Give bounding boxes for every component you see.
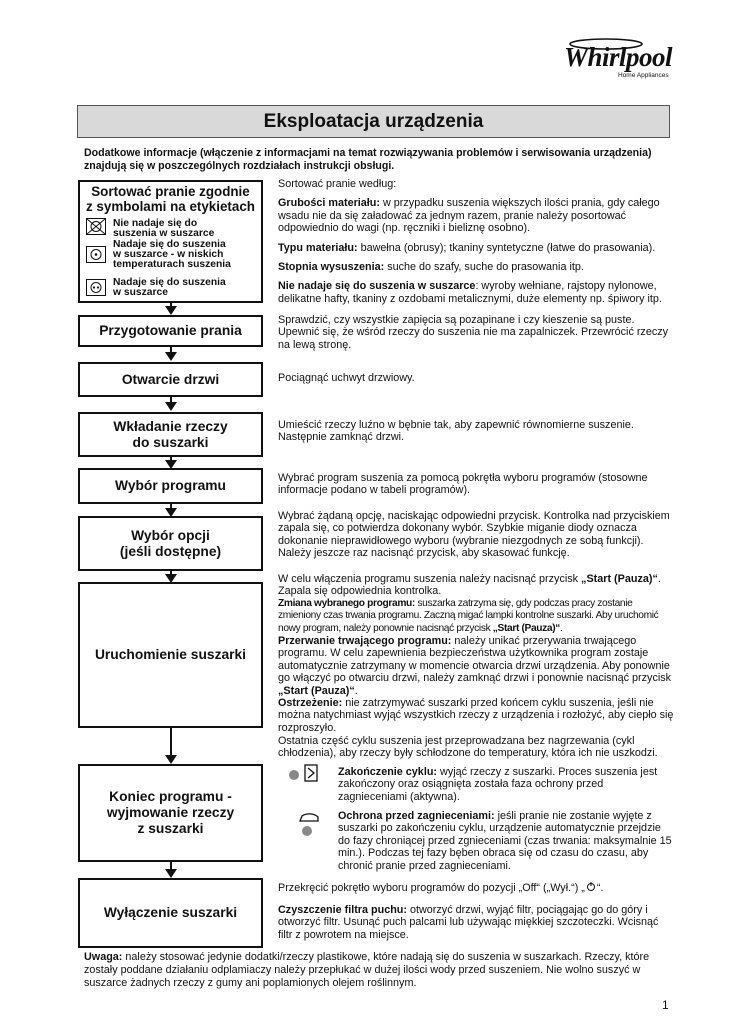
step-wkladanie: Wkładanie rzeczy do suszarki xyxy=(78,412,263,457)
flow-arrow xyxy=(165,869,177,878)
anti-crease-indicator-icon xyxy=(298,810,320,829)
step-otwarcie-drzwi: Otwarcie drzwi xyxy=(78,362,263,397)
filter-description: Czyszczenie filtra puchu: otworzyć drzwi, wyjąć filtr, pociągając go do góry i otworzyć filtr. Usunąć puch palcami lub używając miękkiej szczoteczki. Wcisnąć filtr z powrotem na miejsce. xyxy=(278,904,659,941)
end-cycle-description: Zakończenie cyklu: wyjąć rzeczy z suszarki. Proces suszenia jest zakończony oraz osiągnięta została faza ochrony przed zagnieceniami (aktywna). xyxy=(338,766,658,803)
step-wybor-opcji: Wybór opcji (jeśli dostępne) xyxy=(78,516,263,571)
symbol-label: Nie nadaje się do suszenia w suszarce xyxy=(113,218,215,239)
program-description: Wybrać program suszenia za pomocą pokrętła wyboru programów (stosowne informacje podano w tabeli programów). xyxy=(278,472,648,497)
page-number: 1 xyxy=(662,998,669,1012)
flow-arrow xyxy=(165,306,177,315)
no-tumble-dry-icon xyxy=(86,218,106,235)
off-symbol-icon xyxy=(585,882,597,892)
prep-description: Sprawdzić, czy wszystkie zapięcia są pozapinane i czy kieszenie są puste. Upewnić się, że wśród rzeczy do suszenia nie ma zapalniczek. Przewrócić rzeczy na lewą stronę. xyxy=(278,314,669,351)
footer-note: Uwaga: należy stosować jedynie dodatki/rzeczy plastikowe, które nadają się do suszenia w suszarkach. Rzeczy, które zostały poddane działaniu odplamiaczy należy przepłukać w dużej ilości wody przed suszeniem. Nie wolno suszyć w suszarce żadnych rzeczy z gumy ani poplamionych olejem roślinnym. xyxy=(84,951,650,989)
anti-crease-description: Ochrona przed zagnieceniami: jeśli pranie nie zostanie wyjęte z suszarki po zakończeniu cyklu, urządzenie automatycznie przejdzie do fazy chroniącej przed zgnieceniami (czas trwania: maksymalnie 15 min.). Podczas tej fazy bęben obraca się od czasu do czasu, aby chronić pranie przed zagnieceniami. xyxy=(338,810,672,872)
symbol-label: Nadaje się do suszenia w suszarce xyxy=(113,277,226,298)
end-cycle-indicator-icon xyxy=(289,767,299,785)
brand-subtitle: Home Appliances xyxy=(618,72,669,79)
options-description: Wybrać żądaną opcję, naciskając odpowiedni przycisk. Kontrolka nad przyciskiem zapala się, co potwierdza dokonany wybór. Szybkie miganie diody oznacza dokonanie nieprawidłowego wyboru (wybranie niezgodnych ze sobą funkcji). Należy jeszcze raz nacisnąć przycisk, aby skasować funkcję. xyxy=(278,510,670,560)
brand-name: Whirlpool xyxy=(564,42,673,72)
indicator-light-icon xyxy=(302,826,312,836)
door-open-icon xyxy=(303,763,319,783)
flow-line xyxy=(170,727,172,757)
sort-laundry-box xyxy=(78,180,263,303)
intro-text: Dodatkowe informacje (włączenie z informacjami na temat rozwiązywania problemów i serwisowania urządzenia) znajdują się w poszczególnych rozdziałach instrukcji obsługi. xyxy=(84,147,652,172)
anti-crease-icon xyxy=(298,810,320,824)
step-przygotowanie: Przygotowanie prania xyxy=(78,315,263,347)
step-wybor-programu: Wybór programu xyxy=(78,468,263,504)
tumble-dry-normal-icon xyxy=(86,279,106,296)
symbol-label: Nadaje się do suszenia w suszarce - w niskich temperaturach suszenia xyxy=(113,239,231,270)
tumble-dry-low-icon xyxy=(86,246,106,263)
step-uruchomienie: Uruchomienie suszarki xyxy=(78,582,263,728)
start-description: W celu włączenia programu suszenia należy nacisnąć przycisk „Start (Pauza)“. Zapala się odpowiednia kontrolka. Zmiana wybranego programu: suszarka zatrzyma się, gdy podczas pracy zostanie zmieniony czas trwania programu. Zaczną migać lampki kontrolne suszarki. Aby uruchomić nowy program, należy ponownie nacisnąć przycisk „Start (Pauza)“. Przerwanie trwającego programu: należy unikać przerywania trwającego programu. W celu zapewnienia bezpieczeństwa użytkownika program zostaje automatycznie zatrzymany w momencie otwarcia drzwi urządzenia. Aby ponownie go włączyć po otwarciu drzwi, należy zamknąć drzwi i ponownie nacisnąć przycisk „Start (Pauza)“. Ostrzeżenie: nie zatrzymywać suszarki przed końcem cyklu suszenia, jeśli nie można natychmiast wyjąć wszystkich rzeczy z urządzenia i rozłożyć, aby ciepło się rozproszyło. xyxy=(278,573,674,734)
whirlpool-logo xyxy=(564,36,673,79)
door-description: Pociągnąć uchwyt drzwiowy. xyxy=(278,372,415,384)
step-wylaczenie: Wyłączenie suszarki xyxy=(78,878,263,948)
sort-description: Sortować pranie według: Grubości materiału: w przypadku suszenia większych ilości prania, gdy całego wsadu nie da się załadować za jednym razem, pranie należy posortować odpowiednio do wagi (np. ręczniki i bieliznę osobno). Typu materiału: bawełna (obrusy); tkaniny syntetyczne (łatwe do prasowania). Stopnia wysuszenia: suche do szafy, suche do prasowania itp. Nie nadaje się do suszenia w suszarce: wyroby wełniane, rajstopy nylonowe, delikatne hafty, tkaniny z ozdobami metalicznymi, duże elementy np. śpiwory itp. xyxy=(278,178,662,305)
off-description: Przekręcić pokrętło wyboru programów do pozycji „Off“ („Wył.“) „ “. xyxy=(278,882,604,894)
load-description: Umieścić rzeczy luźno w bębnie tak, aby zapewnić równomierne suszenie. Następnie zamknąć drzwi. xyxy=(278,419,634,444)
step-koniec-programu: Koniec programu - wyjmowanie rzeczy z suszarki xyxy=(78,764,263,862)
page-title: Eksploatacja urządzenia xyxy=(77,105,670,138)
indicator-light-icon xyxy=(289,770,299,780)
flow-arrow xyxy=(165,352,177,361)
cooling-description: Ostatnia część cyklu suszenia jest przeprowadzana bez nagrzewania (cykl chłodzenia), aby rzeczy były schłodzone do temperatury, która ich nie uszkodzi. xyxy=(278,735,658,760)
flow-arrow xyxy=(165,402,177,411)
flow-arrow xyxy=(165,755,177,764)
sort-box-title: Sortować pranie zgodnie z symbolami na etykietach xyxy=(86,184,255,214)
